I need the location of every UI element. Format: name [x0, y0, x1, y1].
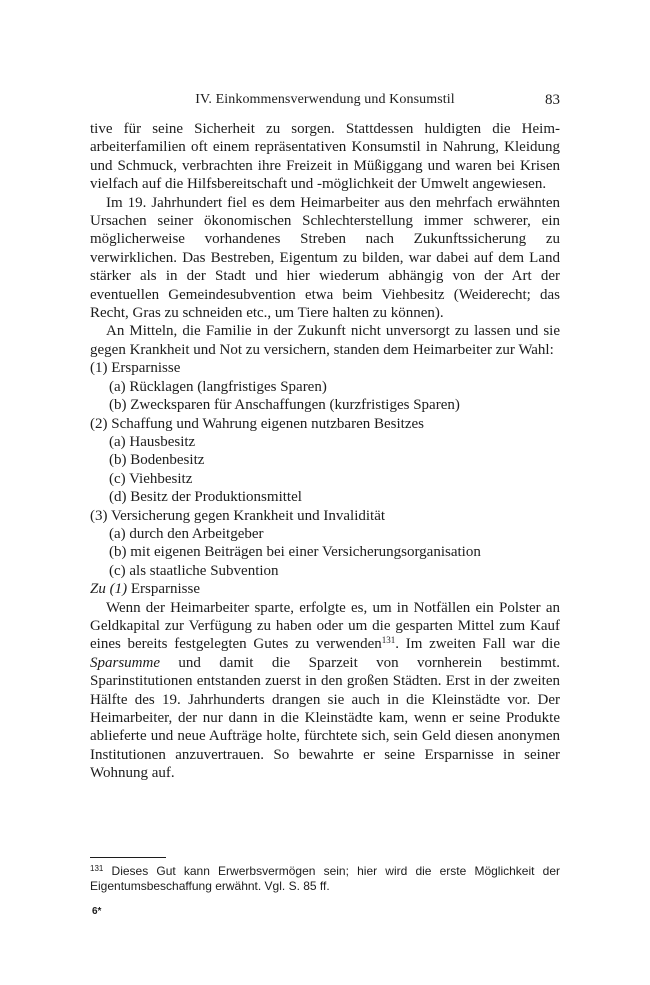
footnote-rule	[90, 857, 166, 858]
list-item: (3) Versicherung gegen Krankheit und Invalidität	[90, 507, 386, 524]
list-subitem: (b) Zwecksparen für Anschaffungen (kurzfristiges Sparen)	[109, 397, 460, 414]
paragraph: Im 19. Jahrhundert fiel es dem Heimarbeiter aus den mehrfach erwähnten Ursachen seiner ökonomischen Schlechterstellung immer schwerer, ein möglicherweise vorhandenes Streben nach Zukunftssicherung zu verwirklichen. Das Bestreben, Eigentum zu bilden, war dabei auf dem Land stärker als in der Stadt und hier wiederum abhängig von der Art der eventuellen Gemeindesubvention etwa beim Viehbesitz (Weiderecht; das Recht, Gras zu schneiden etc., um Tiere halten zu können).	[90, 194, 560, 322]
footnote-number: 131	[90, 864, 104, 873]
list-subitem: (b) Bodenbesitz	[109, 452, 205, 469]
list-subitem: (a) durch den Arbeitgeber	[109, 525, 264, 542]
footnote-reference: 131	[381, 635, 396, 646]
list-item: (2) Schaffung und Wahrung eigenen nutzbaren Besitzes	[90, 415, 424, 432]
section-heading-text: Ersparnisse	[127, 581, 200, 598]
footnote	[90, 864, 560, 894]
list-subitem: (c) als staatliche Subvention	[109, 562, 279, 579]
list-subitem: (b) mit eigenen Beiträgen bei einer Versicherungsorganisation	[109, 544, 481, 561]
list-subitem: (d) Besitz der Produktionsmittel	[109, 489, 302, 506]
footnote-text: Dieses Gut kann Erwerbsvermögen sein; hier wird die erste Möglichkeit der Eigentumsbeschaffung erwähnt. Vgl. S. 85 ff.	[90, 864, 560, 893]
page-number: 83	[545, 92, 560, 108]
body-text	[90, 120, 560, 783]
list-subitem: (a) Rücklagen (langfristiges Sparen)	[109, 378, 327, 395]
list-item: (1) Ersparnisse	[90, 360, 181, 377]
section-heading-italic: Zu (1)	[90, 581, 128, 598]
signature-mark: 6*	[92, 906, 102, 917]
list-subitem: (a) Hausbesitz	[109, 433, 196, 450]
paragraph	[90, 599, 560, 783]
paragraph-continuation: tive für seine Sicherheit zu sorgen. Stattdessen huldigten die Heim-arbeiterfamilien oft einem repräsentativen Konsumstil in Nahrung, Kleidung und Schmuck, verbrachten ihre Freizeit in Müßiggang und waren bei Krisen vielfach auf die Hilfsbereitschaft und -möglichkeit der Umwelt angewiesen.	[90, 121, 560, 193]
running-title: IV. Einkommensverwendung und Konsumstil	[195, 92, 455, 107]
section-heading	[90, 580, 560, 598]
list-subitem: (c) Viehbesitz	[109, 470, 193, 487]
paragraph-text: und damit die Sparzeit von vornherein bestimmt. Sparinstitutionen entstanden zuerst in den großen Städten. Erst in der zweiten Hälfte des 19. Jahrhunderts drangen sie auch in die Kleinstädte vor. Der Heimarbeiter, der nur dann in die Kleinstädte kam, wenn er seine Produkte ablieferte und neue Aufträge holte, fürchtete sich, sein Geld diesen anonymen Institutionen anzuvertrauen. So bewahrte er seine Ersparnisse in seiner Wohnung auf.	[90, 654, 560, 782]
paragraph: An Mitteln, die Familie in der Zukunft nicht unversorgt zu lassen und sie gegen Krankheit und Not zu versichern, standen dem Heimarbeiter zur Wahl:	[90, 323, 560, 358]
running-header	[90, 92, 560, 112]
emphasized-term: Sparsumme	[90, 654, 160, 671]
paragraph-text: . Im zweiten Fall war die	[395, 636, 560, 653]
options-list	[90, 359, 560, 580]
paragraph-text: Wenn der Heimarbeiter sparte, erfolgte es, um in Notfällen ein Polster an Geldkapital zur Verfügung zu haben oder um die gesparten Mittel zum Kauf eines bereits festgelegten Gutes zu verwenden	[90, 599, 560, 653]
